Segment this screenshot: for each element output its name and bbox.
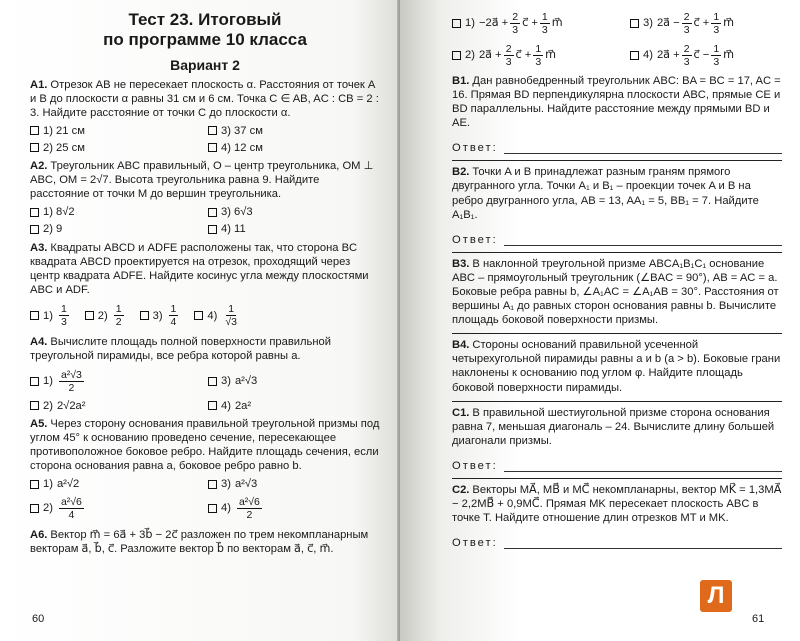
option[interactable] [452, 40, 624, 70]
expr-part: m⃗ [545, 48, 557, 61]
fraction [114, 303, 124, 328]
option-label: 2) 25 см [43, 141, 85, 154]
question-text: Квадраты ABCD и ADFE расположены так, что сторона BC квадрата ABCD проектируется на отрезок, проходящий через центр квадрата ADFE. Найдите косинус угла между плоскостями ABC и ADF. [30, 241, 369, 296]
question-text: Отрезок AB не пересекает плоскость α. Расстояния от точек A и B до плоскости α равны 31 см и 6 см. Точка C ∈ AB, AC : CB = 2 : 3. Найдите расстояние от точки C до плоскости α. [30, 79, 379, 120]
option[interactable] [30, 366, 202, 396]
fraction [682, 11, 692, 36]
option-label: 3) 37 см [221, 124, 263, 137]
expr-part: m⃗ [551, 16, 563, 29]
checkbox[interactable] [30, 143, 39, 152]
option[interactable] [208, 477, 380, 492]
option-label: 1) 8√2 [43, 206, 75, 219]
option-number: 3) [221, 375, 231, 388]
denominator: 3 [60, 316, 67, 329]
answer-options [30, 301, 380, 331]
option[interactable] [208, 222, 380, 237]
question-label: А6. [30, 528, 48, 541]
option-number: 4) [207, 309, 218, 322]
page-number: 60 [32, 613, 45, 625]
option-number: 3) [643, 16, 653, 29]
checkbox[interactable] [30, 401, 39, 410]
question-label: В3. [452, 257, 470, 270]
option[interactable] [452, 8, 624, 38]
question-text: В наклонной треугольной призме ABCA₁B₁C₁ основание ABC – прямоугольный треугольник (∠BAC = 90°), AB = AC = a. Боковые ребра равны b, ∠A₁AC = ∠A₁AB = 30°. Расстояния от вершины A₁ до равных сторон основания равны b. Вычислите площадь боковой поверхности призмы. [452, 257, 779, 327]
question-label: С2. [452, 483, 470, 496]
logo-letter: Л [707, 582, 725, 609]
option[interactable] [194, 301, 241, 331]
checkbox[interactable] [30, 504, 39, 513]
option-number: 1) [43, 477, 53, 490]
option-number: 1) [43, 309, 53, 322]
option-value: 2√2a² [56, 399, 86, 412]
question-b3 [452, 257, 782, 327]
answer-blank[interactable] [504, 471, 782, 472]
fraction [533, 43, 543, 68]
question-label: С1. [452, 406, 470, 419]
checkbox[interactable] [208, 126, 217, 135]
divider [452, 333, 782, 334]
question-a2 [30, 159, 380, 236]
denominator: 4 [170, 316, 177, 329]
option-label: 3) 6√3 [221, 206, 253, 219]
checkbox[interactable] [208, 480, 217, 489]
option[interactable] [208, 205, 380, 220]
option-value: a²√3 [234, 375, 258, 388]
option[interactable] [630, 8, 800, 38]
answer-line[interactable] [452, 142, 782, 154]
option-number: 2) [43, 399, 53, 412]
divider [452, 401, 782, 402]
fraction [682, 43, 692, 68]
answer-line[interactable] [452, 234, 782, 246]
question-label: А3. [30, 241, 48, 254]
option-label: 4) 12 см [221, 141, 263, 154]
checkbox[interactable] [30, 126, 39, 135]
question-b2 [452, 165, 782, 221]
option-number: 1) [43, 375, 53, 388]
question-label: В4. [452, 339, 470, 352]
option[interactable] [208, 123, 380, 138]
option[interactable] [85, 301, 126, 331]
option-number: 3) [221, 477, 231, 490]
variant-heading: Вариант 2 [170, 57, 240, 73]
denominator: 3 [512, 23, 519, 36]
question-text: В правильной шестиугольной призме сторона основания равна 7, меньшая диагональ – 24. Вычислите длину большей диагонали призмы. [452, 406, 775, 447]
answer-label: Ответ: [452, 233, 498, 246]
answer-label: Ответ: [452, 142, 498, 155]
question-a5 [30, 417, 380, 523]
option[interactable] [30, 205, 202, 220]
test-title: Тест 23. Итоговый [128, 10, 282, 29]
expr-part: c⃗ + [515, 48, 532, 61]
option-value: 2a² [234, 399, 252, 412]
expr-part: m⃗ [723, 48, 735, 61]
test-subtitle: по программе 10 класса [103, 30, 307, 49]
expr-part: c⃗ + [693, 16, 710, 29]
option-number: 2) [465, 48, 475, 61]
checkbox[interactable] [208, 143, 217, 152]
option-label: 1) 21 см [43, 124, 85, 137]
option-number: 3) [152, 309, 163, 322]
answer-options [30, 366, 380, 413]
option[interactable] [30, 140, 202, 155]
denominator: 3 [713, 23, 720, 36]
answer-options [30, 205, 380, 237]
expr-part: 2a⃗ − [656, 16, 680, 29]
answer-label: Ответ: [452, 459, 498, 472]
option[interactable] [208, 140, 380, 155]
question-text: Векторы MA⃗, MB⃗ и MC⃗ некомпланарны, вектор MK⃗ = 1,3MA⃗ − 2,2MB⃗ + 0,9MC⃗. Прямая MK пересекает плоскость ABC в точке T. Найдите отношение длин отрезков MT и MK. [452, 483, 782, 525]
option[interactable] [208, 494, 380, 524]
expr-part: c⃗ − [693, 48, 710, 61]
question-text: Вектор m⃗ = 6a⃗ + 3b⃗ − 2c⃗ разложен по трем некомпланарным векторам a⃗, b⃗, c⃗. Разложите вектор b⃗ по векторам a⃗, c⃗, m⃗. [30, 528, 369, 555]
denominator: 2 [68, 381, 75, 394]
numerator: 1 [713, 10, 720, 23]
expr-part: −2a⃗ + [478, 16, 509, 29]
denominator: 2 [115, 316, 122, 329]
option-number: 2) [43, 502, 53, 515]
denominator: 2 [246, 509, 253, 521]
question-label: В2. [452, 166, 470, 179]
option-value: a²√3 [234, 477, 258, 490]
answer-line[interactable] [452, 537, 782, 549]
numerator: 1 [115, 303, 122, 316]
option[interactable] [30, 494, 202, 524]
numerator: 1 [535, 42, 542, 55]
numerator: 1 [541, 10, 548, 23]
question-label: А2. [30, 160, 48, 173]
question-c2 [452, 483, 782, 525]
question-label: А1. [30, 79, 48, 91]
question-b4 [452, 338, 782, 394]
left-column [30, 10, 380, 556]
option-number: 4) [643, 48, 653, 61]
divider [452, 478, 782, 479]
option[interactable] [30, 398, 202, 413]
question-a6 [30, 528, 380, 556]
numerator: 2 [512, 10, 519, 23]
answer-options [30, 123, 380, 155]
question-text: Треугольник ABC правильный, O – центр треугольника, OM ⊥ ABC, OM = 2√7. Высота треугольника равна 9. Найдите расстояние от точки M до вершин треугольника. [30, 160, 374, 201]
question-text: Стороны оснований правильной усеченной четырехугольной пирамиды равны a и b (a > b). Боковые грани наклонены к основанию под углом φ. Найдите площадь боковой поверхности пирамиды. [452, 339, 781, 394]
answer-label: Ответ: [452, 537, 498, 550]
option-label: 4) 11 [221, 223, 246, 236]
denominator: 3 [505, 55, 512, 68]
question-a1 [30, 78, 380, 155]
question-a4 [30, 335, 380, 413]
numerator: 1 [228, 303, 235, 316]
option-number: 4) [221, 399, 231, 412]
checkbox[interactable] [208, 377, 217, 386]
numerator: 2 [505, 42, 512, 55]
answer-blank[interactable] [504, 548, 782, 549]
checkbox[interactable] [194, 311, 203, 320]
checkbox[interactable] [208, 504, 217, 513]
question-label: В1. [452, 75, 470, 87]
expr-part: m⃗ [723, 16, 735, 29]
question-b1 [452, 74, 782, 130]
checkbox[interactable] [208, 225, 217, 234]
divider [452, 252, 782, 253]
option[interactable] [630, 40, 800, 70]
denominator: √3 [225, 316, 237, 329]
answer-line[interactable] [452, 460, 782, 472]
answer-blank[interactable] [504, 153, 782, 154]
expr-part: 2a⃗ + [656, 48, 680, 61]
checkbox[interactable] [140, 311, 149, 320]
question-text: Вычислите площадь полной поверхности правильной треугольной пирамиды, все ребра которой равны a. [30, 335, 332, 363]
option[interactable] [30, 222, 202, 237]
denominator: 3 [535, 55, 542, 68]
divider [452, 160, 782, 161]
denominator: 3 [713, 55, 720, 68]
fraction [59, 369, 84, 394]
denominator: 3 [683, 55, 690, 68]
question-label: А4. [30, 335, 48, 348]
option-value: a²√2 [56, 477, 80, 490]
option-number: 4) [221, 502, 231, 515]
numerator: 2 [683, 42, 690, 55]
answer-blank[interactable] [504, 245, 782, 246]
numerator: 1 [170, 303, 177, 316]
checkbox[interactable] [30, 377, 39, 386]
expr-part: c⃗ + [522, 16, 538, 29]
expr-part: 2a⃗ + [478, 48, 502, 61]
answer-options [30, 477, 380, 524]
question-text: Через сторону основания правильной треугольной призмы под углом 45° к основанию проведено сечение, пересекающее противоположное боковое ребро. Найдите площадь сечения, если сторона основания равна a, боковое ребро равно b. [30, 418, 380, 473]
denominator: 4 [68, 509, 75, 521]
fraction [169, 303, 179, 328]
question-text: Точки A и B принадлежат разным граням прямого двугранного угла. Точки A₁ и B₁ – проекции точек A и B на ребро двугранного угла, AB = 13, AA₁ = 5, BB₁ = 7. Найдите A₁B₁. [452, 166, 759, 221]
numerator: a²√6 [238, 496, 260, 508]
publisher-logo-icon [700, 580, 732, 612]
fraction [711, 11, 721, 36]
option[interactable] [208, 366, 380, 396]
option-number: 1) [465, 16, 475, 29]
numerator: 2 [683, 10, 690, 23]
question-c1 [452, 406, 782, 448]
checkbox[interactable] [208, 401, 217, 410]
checkbox[interactable] [630, 51, 639, 60]
fraction [59, 303, 69, 328]
fraction [59, 496, 84, 521]
numerator: a²√6 [60, 496, 82, 508]
checkbox[interactable] [452, 51, 461, 60]
numerator: 1 [713, 42, 720, 55]
question-label: А5. [30, 418, 48, 431]
option[interactable] [30, 301, 71, 331]
checkbox[interactable] [30, 311, 39, 320]
option[interactable] [208, 398, 380, 413]
option-label: 2) 9 [43, 223, 63, 236]
option[interactable] [30, 123, 202, 138]
numerator: 1 [60, 303, 67, 316]
page-number: 61 [752, 613, 765, 625]
denominator: 3 [683, 23, 690, 36]
denominator: 3 [541, 23, 548, 36]
checkbox[interactable] [208, 208, 217, 217]
checkbox[interactable] [30, 480, 39, 489]
question-a3 [30, 241, 380, 331]
fraction [510, 11, 520, 36]
checkbox[interactable] [452, 19, 461, 28]
checkbox[interactable] [85, 311, 94, 320]
fraction [223, 303, 239, 328]
checkbox[interactable] [30, 225, 39, 234]
question-text: Дан равнобедренный треугольник ABC: BA = BC = 17, AC = 16. Прямая BD перпендикулярна плоскости ABC, прямые CE и BD параллельны. Найдите расстояние между прямыми BD и AE. [452, 75, 781, 130]
fraction [504, 43, 514, 68]
right-column [452, 8, 782, 555]
numerator: a²√3 [60, 368, 82, 381]
option[interactable] [30, 477, 202, 492]
fraction [711, 43, 721, 68]
fraction [540, 11, 550, 36]
fraction [237, 496, 262, 521]
question-a6-options [452, 8, 782, 70]
checkbox[interactable] [630, 19, 639, 28]
option[interactable] [140, 301, 181, 331]
option-number: 2) [97, 309, 108, 322]
checkbox[interactable] [30, 208, 39, 217]
